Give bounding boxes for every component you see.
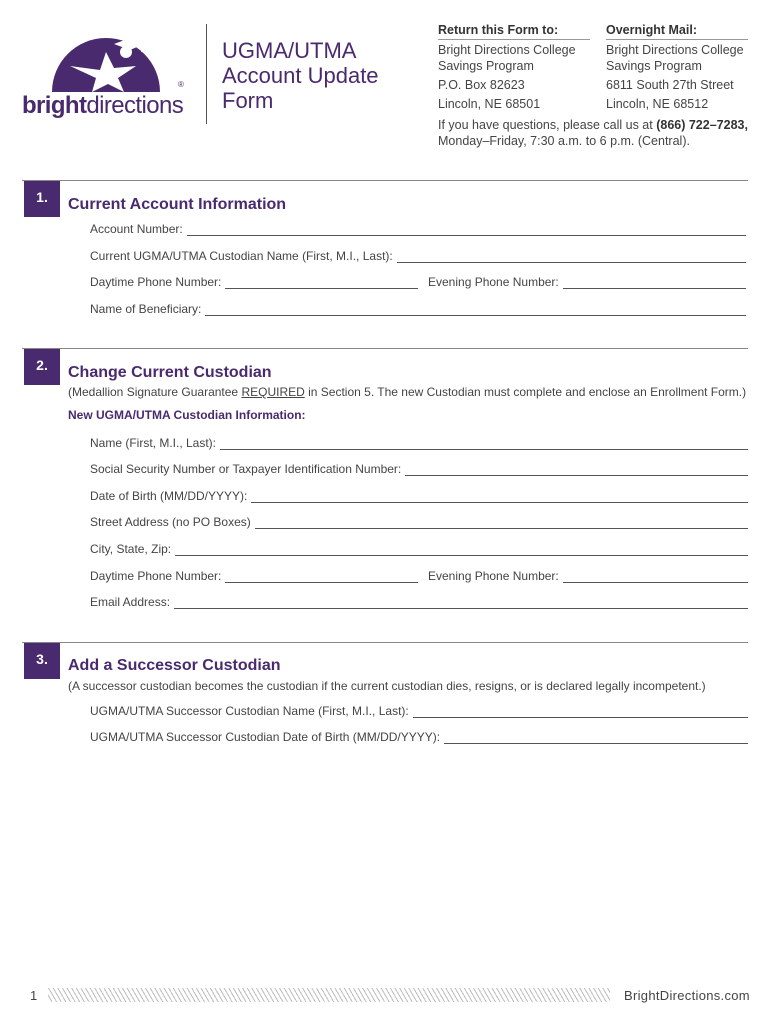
return-address: Return this Form to: Bright Directions College Savings Program P.O. Box 82623 Lincoln, NE 68501 (438, 22, 590, 112)
current-custodian-name-field[interactable]: Current UGMA/UTMA Custodian Name (First, M.I., Last): (90, 247, 746, 263)
brand-logo (22, 26, 192, 126)
successor-custodian-name-field[interactable]: UGMA/UTMA Successor Custodian Name (First, M.I., Last): (90, 702, 748, 718)
brand-wordmark: brightdirections ® (22, 80, 184, 119)
section-3-number: 3. (24, 643, 60, 679)
overnight-address: Overnight Mail: Bright Directions College Savings Program 6811 South 27th Street Lincoln, NE 68512 (606, 22, 748, 112)
email-address-field[interactable]: Email Address: (90, 593, 748, 609)
section-3-title: Add a Successor Custodian (68, 657, 281, 674)
footer-url: BrightDirections.com (624, 988, 750, 1003)
successor-custodian-dob-field[interactable]: UGMA/UTMA Successor Custodian Date of Birth (MM/DD/YYYY): (90, 728, 748, 744)
contact-info: If you have questions, please call us at (866) 722–7283, Monday–Friday, 7:30 a.m. to 6 p.m. (Central). (438, 118, 748, 148)
section-3-rule (22, 642, 748, 643)
header-divider (206, 24, 207, 124)
section-2-rule (22, 348, 748, 349)
beneficiary-name-field[interactable]: Name of Beneficiary: (90, 300, 746, 316)
section-1-rule (22, 180, 748, 181)
section-2-note: (Medallion Signature Guarantee REQUIRED in Section 5. The new Custodian must complete and enclose an Enrollment Form.) (68, 385, 747, 399)
section-2-number: 2. (24, 349, 60, 385)
footer-hatch-decoration (48, 988, 610, 1002)
section-3-note: (A successor custodian becomes the custodian if the current custodian dies, resigns, or is declared legally incompetent.) (68, 679, 706, 693)
new-custodian-subheading: New UGMA/UTMA Custodian Information: (68, 408, 306, 422)
page-number: 1 (30, 988, 38, 1003)
new-custodian-dob-field[interactable]: Date of Birth (MM/DD/YYYY): (90, 487, 748, 503)
ssn-tin-field[interactable]: Social Security Number or Taxpayer Identification Number: (90, 460, 748, 476)
street-address-field[interactable]: Street Address (no PO Boxes) (90, 513, 748, 529)
new-custodian-name-field[interactable]: Name (First, M.I., Last): (90, 434, 748, 450)
section-2-title: Change Current Custodian (68, 364, 272, 381)
city-state-zip-field[interactable]: City, State, Zip: (90, 540, 748, 556)
section-1-number: 1. (24, 181, 60, 217)
graduate-star-icon (22, 26, 192, 96)
daytime-phone-field[interactable]: Daytime Phone Number: (90, 273, 418, 289)
new-evening-phone-field[interactable]: Evening Phone Number: (428, 567, 748, 583)
section-1-title: Current Account Information (68, 196, 287, 213)
account-number-field[interactable]: Account Number: (90, 220, 746, 236)
new-daytime-phone-field[interactable]: Daytime Phone Number: (90, 567, 418, 583)
page-title: UGMA/UTMA Account Update Form (222, 38, 379, 113)
evening-phone-field[interactable]: Evening Phone Number: (428, 273, 746, 289)
